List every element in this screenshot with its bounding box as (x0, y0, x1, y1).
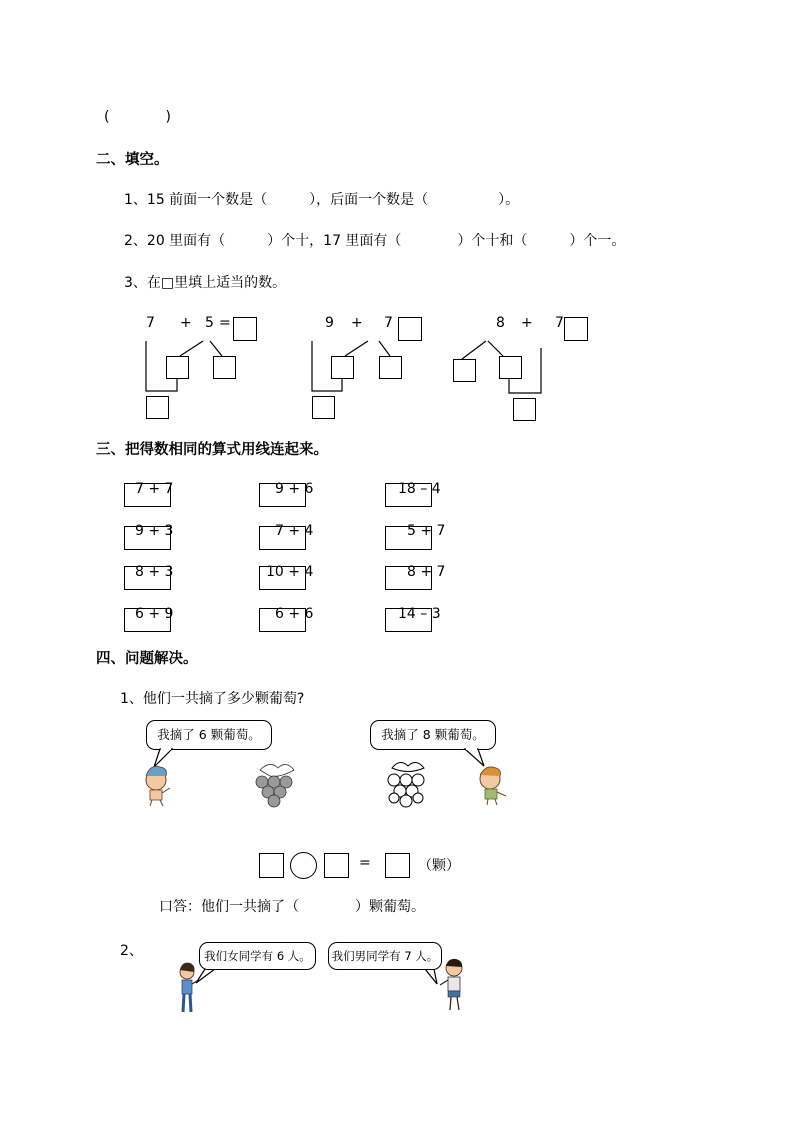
oral-answer: 口答：他们一共摘了（ ）颗葡萄。 (159, 899, 425, 915)
eq3-a: 8 (496, 315, 505, 331)
bubble-tail-right (465, 749, 484, 766)
expr-text: 8 + 7 (407, 564, 446, 580)
section-2-title: 二、填空。 (96, 152, 169, 168)
addend-box-2[interactable] (324, 853, 349, 878)
operator-circle[interactable] (290, 852, 317, 879)
expr-text: 6 + 9 (135, 606, 174, 622)
question-2-3: 3、在□里填上适当的数。 (124, 275, 287, 291)
eq2-b: 7 (384, 315, 393, 331)
eq1-equals: = (219, 315, 231, 331)
eq2-op: + (351, 315, 363, 331)
bubble-tail-left (154, 749, 172, 767)
question-4-2: 2、 (120, 943, 143, 959)
speech-bubble-boy: 我们男同学有 7 人。 (328, 942, 442, 970)
expr-text: 6 + 6 (275, 606, 314, 622)
bubble-tail-boy (425, 969, 437, 984)
expr-text: 9 + 3 (135, 523, 174, 539)
girl-icon (180, 963, 197, 1012)
unit-label: （颗） (418, 858, 460, 874)
expr-text: 5 + 7 (407, 523, 446, 539)
section-4-title: 四、问题解决。 (96, 651, 198, 667)
addend-box-1[interactable] (259, 853, 284, 878)
expr-text: 8 + 3 (135, 564, 174, 580)
bubble-tail-girl (196, 969, 215, 983)
grapes-outline-icon (388, 762, 424, 807)
eq1-a: 7 (146, 315, 155, 331)
expr-text: 7 + 4 (275, 523, 314, 539)
expr-text: 14 – 3 (398, 606, 441, 622)
speech-bubble-left: 我摘了 6 颗葡萄。 (146, 720, 272, 750)
equals-sign: = (359, 855, 371, 871)
question-4-1: 1、他们一共摘了多少颗葡萄? (120, 691, 305, 707)
grapes-gray-icon (256, 764, 294, 807)
boy-icon (440, 959, 462, 1010)
speech-bubble-right: 我摘了 8 颗葡萄。 (370, 720, 496, 750)
question-2-2: 2、20 里面有（ ）个十，17 里面有（ ）个十和（ ）个一。 (124, 233, 626, 249)
child-right-icon (480, 767, 506, 805)
expr-text: 10 + 4 (266, 564, 314, 580)
expr-text: 7 + 7 (135, 481, 174, 497)
section-3-title: 三、把得数相同的算式用线连起来。 (96, 442, 328, 458)
expr-text: 9 + 6 (275, 481, 314, 497)
question-2-1: 1、15 前面一个数是（ ），后面一个数是（ ）。 (124, 192, 520, 208)
eq1-op: + (180, 315, 192, 331)
eq3-b: 7 (555, 315, 564, 331)
speech-bubble-girl: 我们女同学有 6 人。 (199, 942, 316, 970)
eq3-op: + (521, 315, 533, 331)
child-left-icon (146, 766, 170, 806)
result-box[interactable] (385, 853, 410, 878)
eq2-a: 9 (325, 315, 334, 331)
expr-text: 18 – 4 (398, 481, 441, 497)
eq1-b: 5 (205, 315, 214, 331)
answer-paren: ( ) (104, 109, 171, 125)
